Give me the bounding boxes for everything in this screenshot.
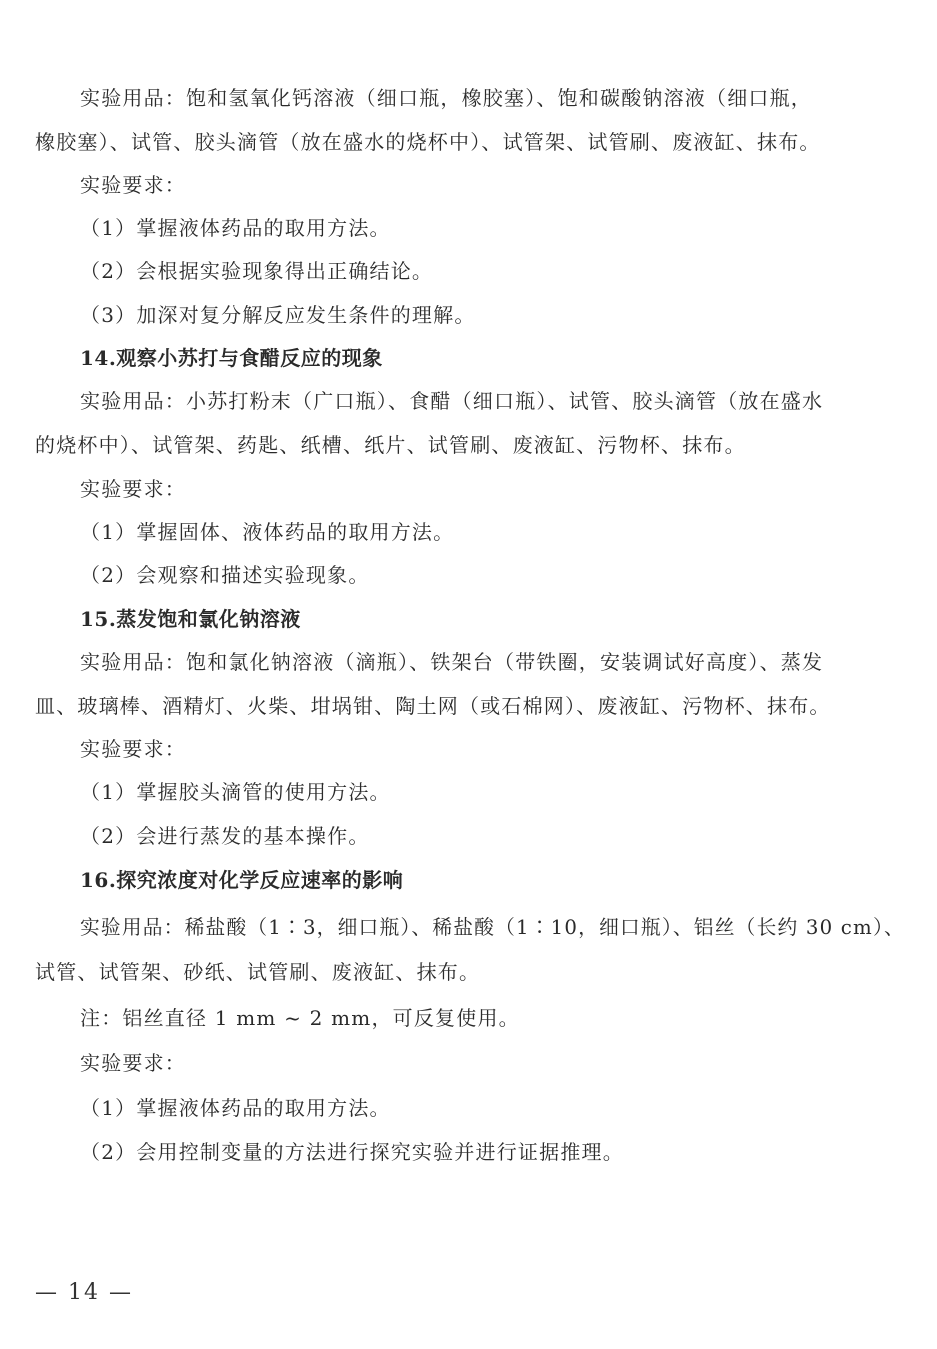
requirement-item: （1）掌握固体、液体药品的取用方法。 [80,520,455,544]
section-label: 实验要求： [80,173,186,197]
requirement-item: （2）会观察和描述实验现象。 [80,563,370,587]
section-label: 实验要求： [80,1051,186,1075]
experiment-heading: 14.观察小苏打与食醋反应的现象 [80,346,383,370]
section-label: 实验要求： [80,737,186,761]
text-line: 实验用品：饱和氯化钠溶液（滴瓶）、铁架台（带铁圈，安装调试好高度）、蒸发 [80,650,824,674]
requirement-item: （3）加深对复分解反应发生条件的理解。 [80,303,476,327]
section-label: 实验要求： [80,477,186,501]
note-line: 注：铝丝直径 1 mm ~ 2 mm，可反复使用。 [80,1006,520,1030]
text-line: 皿、玻璃棒、酒精灯、火柴、坩埚钳、陶土网（或石棉网）、废液缸、污物杯、抹布。 [35,694,831,718]
text-line: 实验用品：小苏打粉末（广口瓶）、食醋（细口瓶）、试管、胶头滴管（放在盛水 [80,389,824,413]
page-number: — 14 — [35,1280,133,1305]
text-line: 实验用品：稀盐酸（1∶3，细口瓶）、稀盐酸（1∶10，细口瓶）、铝丝（长约 30 cm）、 [80,915,905,939]
experiment-heading: 15.蒸发饱和氯化钠溶液 [80,607,301,631]
requirement-item: （2）会根据实验现象得出正确结论。 [80,259,434,283]
text-line: 橡胶塞）、试管、胶头滴管（放在盛水的烧杯中）、试管架、试管刷、废液缸、抹布。 [35,130,821,154]
requirement-item: （2）会用控制变量的方法进行探究实验并进行证据推理。 [80,1140,624,1164]
experiment-heading: 16.探究浓度对化学反应速率的影响 [80,868,404,892]
requirement-item: （2）会进行蒸发的基本操作。 [80,824,370,848]
text-line: 试管、试管架、砂纸、试管刷、废液缸、抹布。 [35,960,481,984]
requirement-item: （1）掌握液体药品的取用方法。 [80,1096,391,1120]
text-line: 实验用品：饱和氢氧化钙溶液（细口瓶，橡胶塞）、饱和碳酸钠溶液（细口瓶， [80,86,812,110]
requirement-item: （1）掌握液体药品的取用方法。 [80,216,391,240]
text-line: 的烧杯中）、试管架、药匙、纸槽、纸片、试管刷、废液缸、污物杯、抹布。 [35,433,746,457]
requirement-item: （1）掌握胶头滴管的使用方法。 [80,780,391,804]
